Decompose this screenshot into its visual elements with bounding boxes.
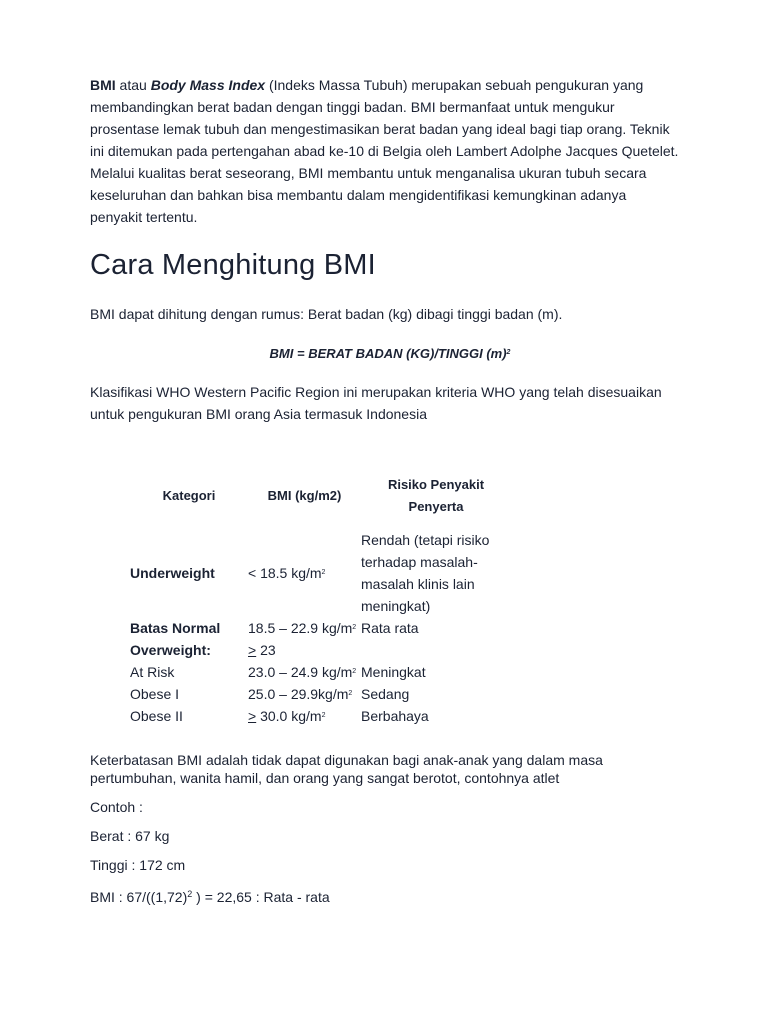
table-header-row bbox=[130, 463, 511, 529]
formula-text: BMI = BERAT BADAN (KG)/TINGGI (m) bbox=[269, 346, 507, 361]
table-row bbox=[130, 661, 511, 683]
example-tinggi: Tinggi : 172 cm bbox=[90, 857, 186, 873]
row-bmi-sup: 2 bbox=[352, 624, 357, 631]
row-bmi bbox=[248, 661, 361, 683]
row-risiko: Sedang bbox=[361, 686, 410, 702]
row-bmi-prefix: > bbox=[248, 708, 257, 724]
row-bmi-value: 23 bbox=[256, 642, 276, 658]
example-berat: Berat : 67 kg bbox=[90, 828, 170, 844]
header-bmi: BMI (kg/m2) bbox=[267, 488, 342, 503]
example-bmi-sup: 2 bbox=[187, 889, 193, 899]
bmi-full-name-text: Body Mass Index bbox=[150, 77, 266, 93]
header-kategori: Kategori bbox=[162, 488, 216, 503]
row-bmi-value: 23.0 – 24.9 kg/m bbox=[248, 664, 353, 680]
row-bmi-sup: 2 bbox=[321, 712, 326, 719]
row-bmi-value: 30.0 kg/m bbox=[256, 708, 322, 724]
table-row bbox=[130, 529, 511, 617]
row-bmi-sup: 2 bbox=[321, 569, 326, 576]
document-page bbox=[90, 74, 680, 907]
row-bmi-value: 25.0 – 29.9kg/m bbox=[248, 686, 349, 702]
intro-text: (Indeks Massa Tubuh) merupakan sebuah pengukuran yang membandingkan berat badan dengan tinggi badan. BMI bermanfaat untuk mengukur prosentase lemak tubuh dan mengestimasikan berat badan yang ideal bagi tiap orang. Teknik ini ditemukan pada pertengahan abad ke-10 di Belgia oleh Lambert Adolphe Jacques Quetelet. Melalui kualitas berat seseorang, BMI membantu untuk menganalisa ukuran tubuh secara keseluruhan dan bahkan bisa membantu dalam mengidentifikasi kemungkinan adanya penyakit tertentu. bbox=[90, 77, 679, 225]
intro-paragraph bbox=[90, 74, 680, 228]
limitation-paragraph: Keterbatasan BMI adalah tidak dapat digunakan bagi anak-anak yang dalam masa pertumbuhan, wanita hamil, dan orang yang sangat berotot, contohnya atlet bbox=[90, 752, 603, 786]
bmi-full-name bbox=[151, 77, 265, 93]
row-bmi bbox=[248, 639, 361, 661]
classification-paragraph: Klasifikasi WHO Western Pacific Region ini merupakan kriteria WHO yang telah disesuaikan untuk pengukuran BMI orang Asia termasuk Indonesia bbox=[90, 384, 662, 422]
row-risiko bbox=[361, 639, 511, 661]
row-kategori: Obese II bbox=[130, 708, 183, 724]
intro-atau: atau bbox=[115, 77, 151, 93]
row-bmi-value: 18.5 – 22.9 kg/m bbox=[248, 620, 353, 636]
example-bmi-pre: BMI : 67/((1,72) bbox=[90, 889, 188, 905]
example-bmi-result bbox=[90, 884, 680, 907]
row-bmi bbox=[248, 683, 361, 705]
row-kategori: Batas Normal bbox=[130, 620, 221, 636]
header-risiko bbox=[361, 463, 511, 529]
row-risiko: Rendah (tetapi risiko terhadap masalah-masalah klinis lain meningkat) bbox=[361, 532, 490, 614]
bmi-classification-table bbox=[130, 463, 511, 727]
row-bmi bbox=[248, 705, 361, 727]
row-kategori: Underweight bbox=[130, 565, 215, 581]
row-kategori: Obese I bbox=[130, 686, 180, 702]
row-bmi bbox=[248, 529, 361, 617]
row-bmi-sup: 2 bbox=[348, 690, 353, 697]
row-kategori: Overweight: bbox=[130, 642, 211, 658]
example-label: Contoh : bbox=[90, 799, 143, 815]
section-heading: Cara Menghitung BMI bbox=[90, 249, 376, 281]
table-row bbox=[130, 683, 511, 705]
row-bmi bbox=[248, 617, 361, 639]
row-risiko: Berbahaya bbox=[361, 708, 429, 724]
row-bmi-sup: 2 bbox=[352, 668, 357, 675]
table-row bbox=[130, 617, 511, 639]
header-risiko-line2: Penyerta bbox=[408, 499, 464, 514]
example-bmi-post: ) = 22,65 : Rata - rata bbox=[192, 889, 330, 905]
bmi-abbreviation: BMI bbox=[90, 77, 116, 93]
row-risiko: Rata rata bbox=[361, 620, 419, 636]
row-bmi-value: < 18.5 kg/m bbox=[248, 565, 322, 581]
formula-intro: BMI dapat dihitung dengan rumus: Berat badan (kg) dibagi tinggi badan (m). bbox=[90, 306, 563, 322]
row-risiko: Meningkat bbox=[361, 664, 426, 680]
table-row bbox=[130, 705, 511, 727]
table-row bbox=[130, 639, 511, 661]
bmi-formula bbox=[90, 343, 680, 364]
header-risiko-line1: Risiko Penyakit bbox=[387, 477, 485, 492]
row-kategori: At Risk bbox=[130, 664, 175, 680]
row-bmi-prefix: > bbox=[248, 642, 257, 658]
formula-exponent: 2 bbox=[506, 349, 511, 356]
